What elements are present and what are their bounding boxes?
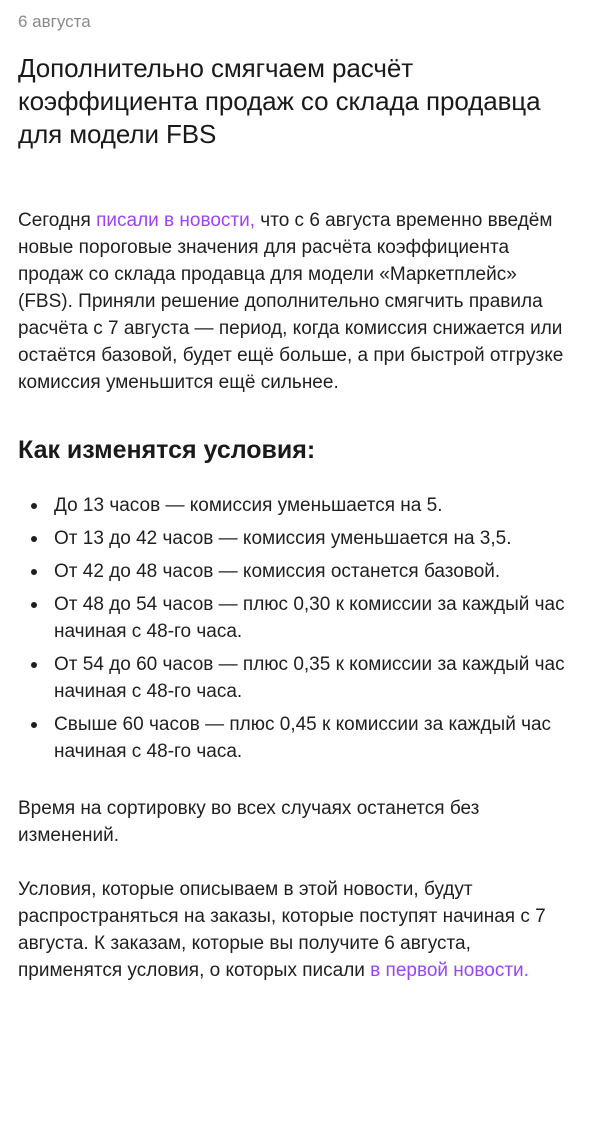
outro-text: Условия, которые описываем в этой новости, будут распространяться на заказы, которые поступят начиная с 7 августа. К заказам, которые вы получите 6 августа, применятся условия, о которых писали — [18, 879, 546, 981]
conditions-heading: Как изменятся условия: — [18, 436, 316, 464]
list-item — [18, 711, 572, 765]
list-item — [18, 558, 572, 585]
list-item-text: Свыше 60 часов — плюс 0,45 к комиссии за каждый час начиная с 48-го часа. — [54, 714, 552, 762]
intro-paragraph — [18, 207, 572, 396]
list-item-text: До 13 часов — комиссия уменьшается на 5. — [54, 495, 443, 516]
bullet-icon — [31, 722, 37, 728]
list-item-text: От 13 до 42 часов — комиссия уменьшается на 3,5. — [54, 528, 512, 549]
conditions-list — [18, 492, 572, 765]
bullet-icon — [31, 602, 37, 608]
sorting-note: Время на сортировку во всех случаях останется без изменений. — [18, 798, 480, 846]
list-item — [18, 651, 572, 705]
article-title: Дополнительно смягчаем расчёт коэффициента продаж со склада продавца для модели FBS — [18, 53, 541, 149]
list-item-text: От 48 до 54 часов — плюс 0,30 к комиссии за каждый час начиная с 48-го часа. — [54, 594, 565, 642]
first-news-link[interactable]: в первой новости. — [370, 960, 529, 981]
bullet-icon — [31, 662, 37, 668]
article-date: 6 августа — [18, 12, 91, 31]
bullet-icon — [31, 536, 37, 542]
news-link[interactable]: писали в новости, — [96, 210, 256, 231]
bullet-icon — [31, 503, 37, 509]
outro-paragraph — [18, 876, 572, 984]
intro-text-start: Сегодня — [18, 210, 97, 231]
list-item — [18, 525, 572, 552]
list-item — [18, 492, 572, 519]
list-item-text: От 54 до 60 часов — плюс 0,35 к комиссии за каждый час начиная с 48-го часа. — [54, 654, 565, 702]
bullet-icon — [31, 569, 37, 575]
intro-text-end: что с 6 августа временно введём новые пороговые значения для расчёта коэффициента продаж со склада продавца для модели «Маркетплейс» (FBS). Приняли решение дополнительно смягчить правила расчёта с 7 августа — период, когда комиссия снижается или остаётся базовой, будет ещё больше, а при быстрой отгрузке комиссия уменьшится ещё сильнее. — [18, 210, 564, 393]
list-item — [18, 591, 572, 645]
list-item-text: От 42 до 48 часов — комиссия останется базовой. — [54, 561, 501, 582]
